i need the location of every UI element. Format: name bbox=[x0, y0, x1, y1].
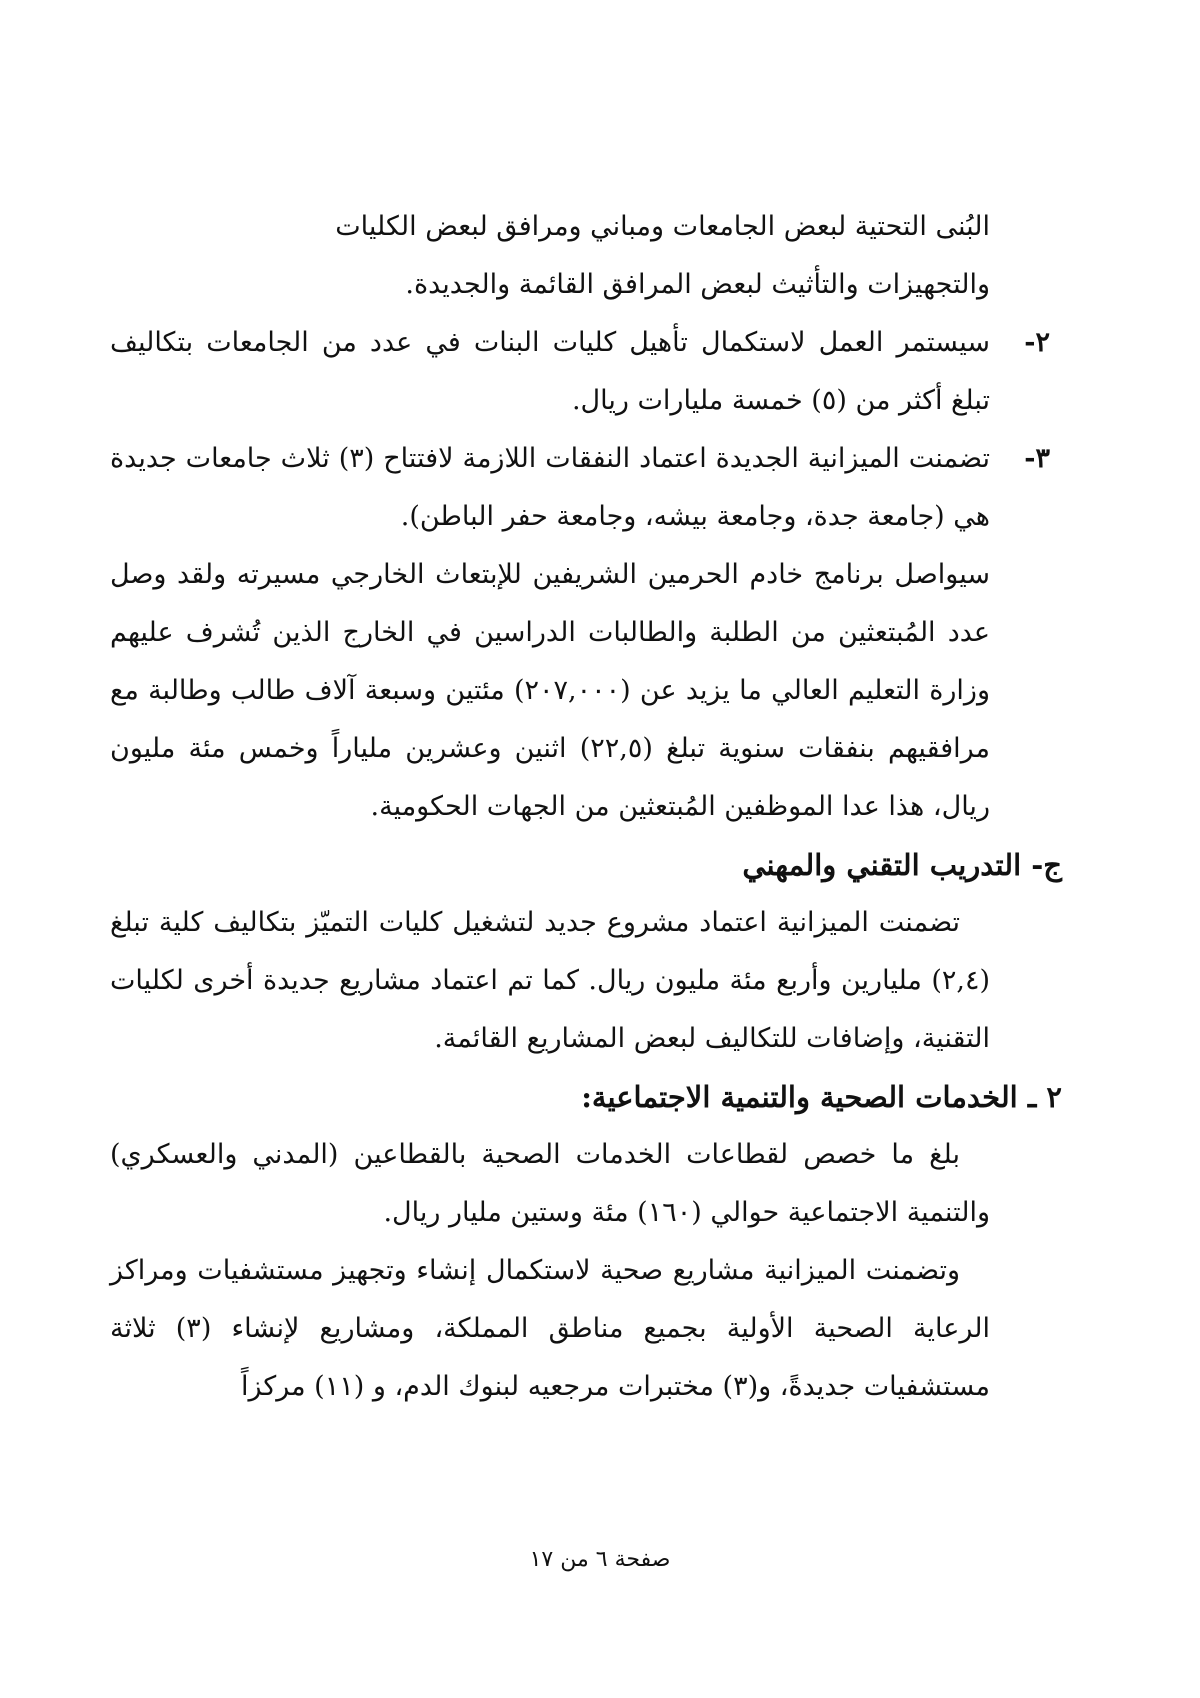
list-item-2 bbox=[110, 314, 1050, 430]
technical-training-paragraph: تضمنت الميزانية اعتماد مشروع جديد لتشغيل كليات التميّز بتكاليف كلية تبلغ (٢,٤) مليارين وأربع مئة مليون ريال. كما تم اعتماد مشاريع جديدة أخرى لكليات التقنية، وإضافات للتكاليف لبعض المشاريع القائمة. bbox=[110, 907, 990, 1054]
intro-line-1: البُنى التحتية لبعض الجامعات ومباني ومرافق لبعض الكليات bbox=[335, 211, 990, 242]
scholarship-paragraph: سيواصل برنامج خادم الحرمين الشريفين للإبتعاث الخارجي مسيرته ولقد وصل عدد المُبتعثين من الطلبة والطالبات الدراسين في الخارج الذين تُشرف عليهم وزارة التعليم العالي ما يزيد عن (٢٠٧,٠٠٠) مئتين وسبعة آلاف طالب وطالبة مع مرافقيهم بنفقات سنوية تبلغ (٢٢,٥) اثنين وعشرين ملياراً وخمس مئة مليون ريال، هذا عدا الموظفين المُبتعثين من الجهات الحكومية. bbox=[110, 559, 990, 822]
page-content bbox=[110, 198, 1062, 1416]
health-paragraph-1: بلغ ما خصص لقطاعات الخدمات الصحية بالقطاعين (المدني والعسكري) والتنمية الاجتماعية حوالي (١٦٠) مئة وستين مليار ريال. bbox=[110, 1139, 990, 1228]
list-item-3-number: ٣- bbox=[1024, 443, 1050, 474]
list-item-2-text: سيستمر العمل لاستكمال تأهيل كليات البنات في عدد من الجامعات بتكاليف تبلغ أكثر من (٥) خمسة مليارات ريال. bbox=[110, 327, 990, 416]
list-item-2-number: ٢- bbox=[1024, 327, 1050, 358]
health-paragraph-2: وتضمنت الميزانية مشاريع صحية لاستكمال إنشاء وتجهيز مستشفيات ومراكز الرعاية الصحية الأولية بجميع مناطق المملكة، ومشاريع لإنشاء (٣) ثلاثة مستشفيات جديدةً، و(٣) مختبرات مرجعيه لبنوك الدم، و (١١) مركزاً bbox=[110, 1255, 990, 1402]
section-heading-2: ٢ ـ الخدمات الصحية والتنمية الاجتماعية: bbox=[581, 1080, 1062, 1114]
list-item-3-text: تضمنت الميزانية الجديدة اعتماد النفقات اللازمة لافتتاح (٣) ثلاث جامعات جديدة هي (جامعة جدة، وجامعة بيشه، وجامعة حفر الباطن). bbox=[110, 443, 990, 532]
page-number-footer: صفحة ٦ من ١٧ bbox=[529, 1547, 671, 1572]
intro-line-2: والتجهيزات والتأثيث لبعض المرافق القائمة والجديدة. bbox=[405, 269, 990, 300]
section-heading-j: ج- التدريب التقني والمهني bbox=[742, 848, 1062, 882]
list-item-3 bbox=[110, 430, 1050, 546]
